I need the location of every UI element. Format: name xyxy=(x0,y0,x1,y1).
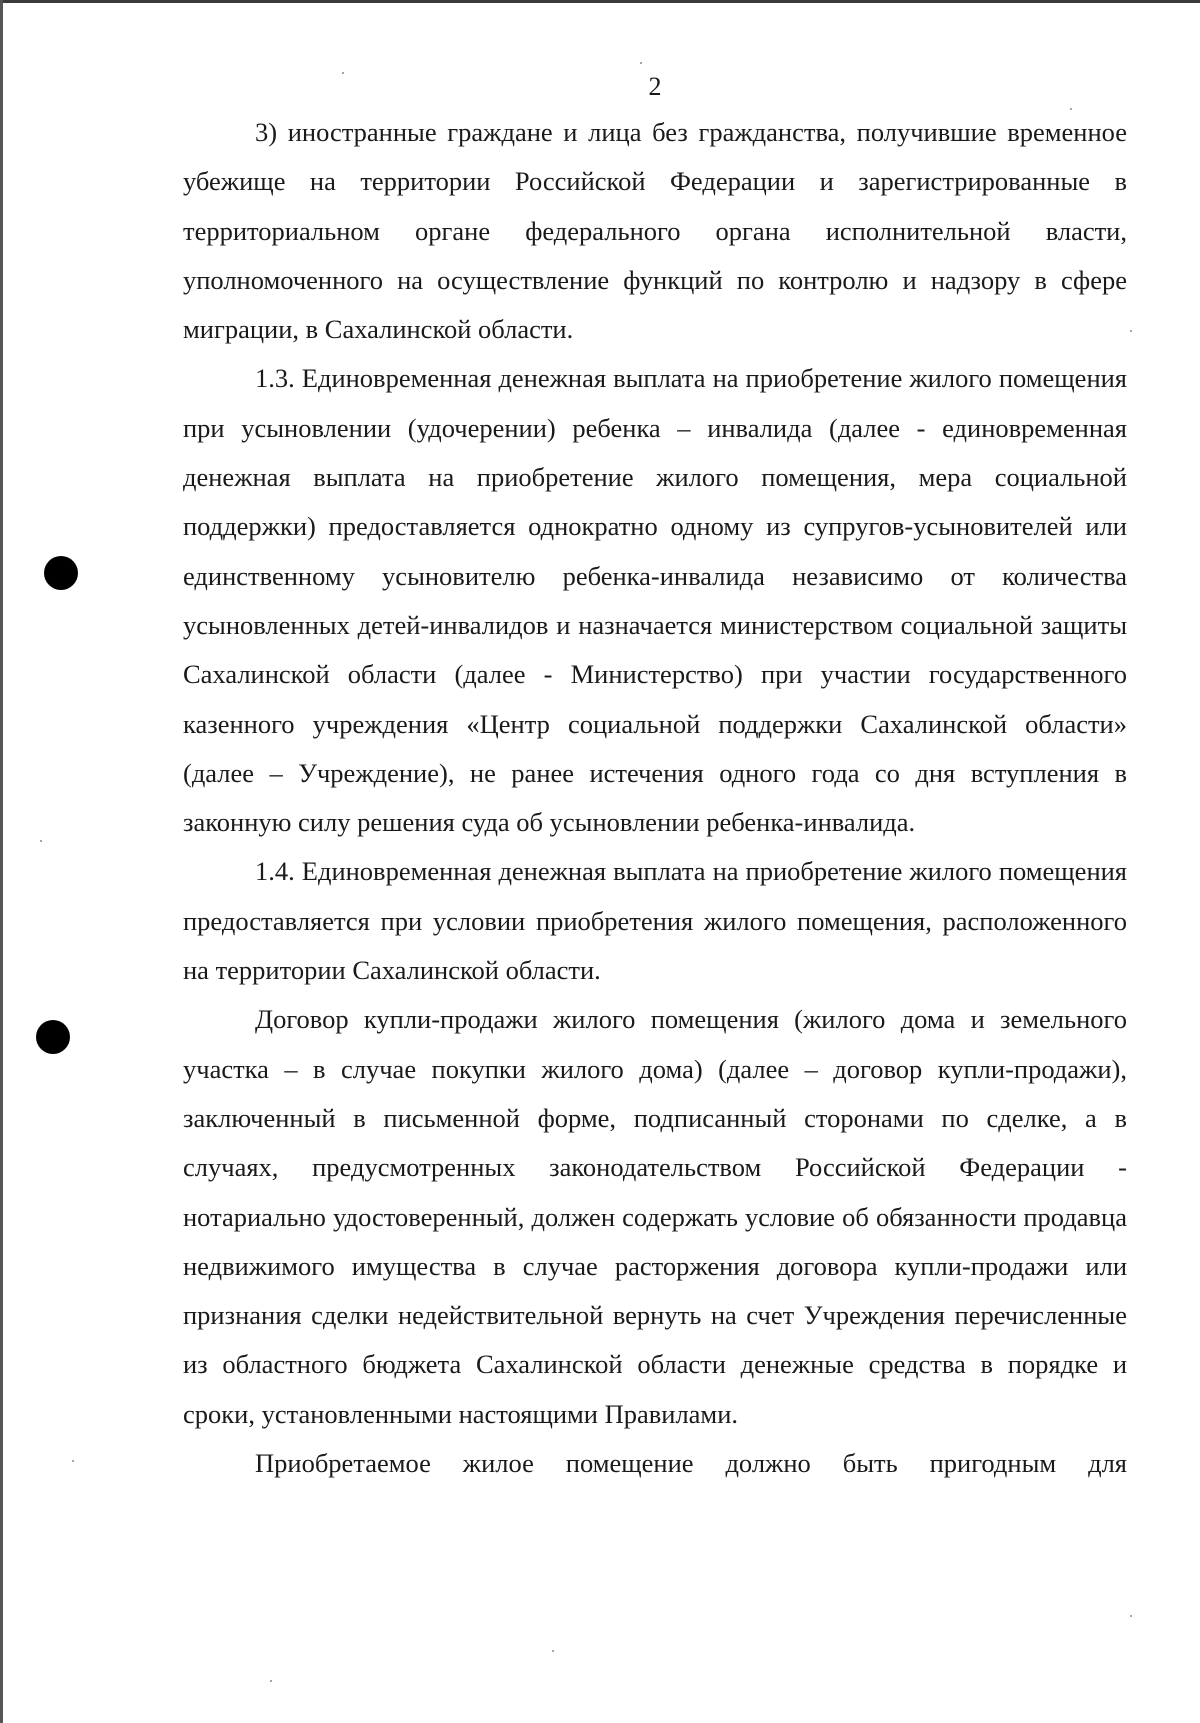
scan-speck xyxy=(1130,330,1132,332)
document-body xyxy=(183,108,1127,1488)
paragraph-housing-suitability: Приобретаемое жилое помещение должно быть пригодным для xyxy=(255,1448,1127,1479)
scan-speck xyxy=(72,1460,74,1462)
page-number: 2 xyxy=(648,72,662,101)
scan-speck xyxy=(270,1680,272,1682)
paragraph-1-3: 1.3. Единовременная денежная выплата на приобретение жилого помещения при усыновлении (удочерении) ребенка – инвалида (далее - единовременная денежная выплата на приобретение жилого помещения, мера социальной поддержки) предоставляется однократно одному из супругов-усыновителей или единственному усыновителю ребенка-инвалида независимо от количества усыновленных детей-инвалидов и назначается министерством социальной защиты Сахалинской области (далее - Министерство) при участии государственного казенного учреждения «Центр социальной поддержки Сахалинской области» (далее – Учреждение), не ранее истечения одного года со дня вступления в законную силу решения суда об усыновлении ребенка-инвалида. xyxy=(183,363,1127,838)
paragraph-purchase-contract: Договор купли-продажи жилого помещения (жилого дома и земельного участка – в случае покупки жилого дома) (далее – договор купли-продажи), заключенный в письменной форме, подписанный сторонами по сделке, а в случаях, предусмотренных законодательством Российской Федерации - нотариально удостоверенный, должен содержать условие об обязанности продавца недвижимого имущества в случае расторжения договора купли-продажи или признания сделки недействительной вернуть на счет Учреждения перечисленные из областного бюджета Сахалинской области денежные средства в порядке и сроки, установленными настоящими Правилами. xyxy=(183,1004,1127,1429)
scan-speck xyxy=(1130,1615,1132,1617)
scan-speck xyxy=(552,1650,554,1652)
paragraph-foreign-citizens: 3) иностранные граждане и лица без гражданства, получившие временное убежище на территории Российской Федерации и зарегистрированные в территориальном органе федерального органа исполнительной власти, уполномоченного на осуществление функций по контролю и надзору в сфере миграции, в Сахалинской области. xyxy=(183,117,1127,345)
scan-speck xyxy=(40,840,42,842)
paragraph-1-4: 1.4. Единовременная денежная выплата на приобретение жилого помещения предоставляется при условии приобретения жилого помещения, расположенного на территории Сахалинской области. xyxy=(183,856,1127,986)
scan-speck xyxy=(640,62,642,64)
scan-left-edge xyxy=(0,0,3,1723)
punch-hole-mark xyxy=(44,556,78,590)
punch-hole-mark xyxy=(36,1020,70,1054)
scan-top-edge xyxy=(0,0,1200,3)
